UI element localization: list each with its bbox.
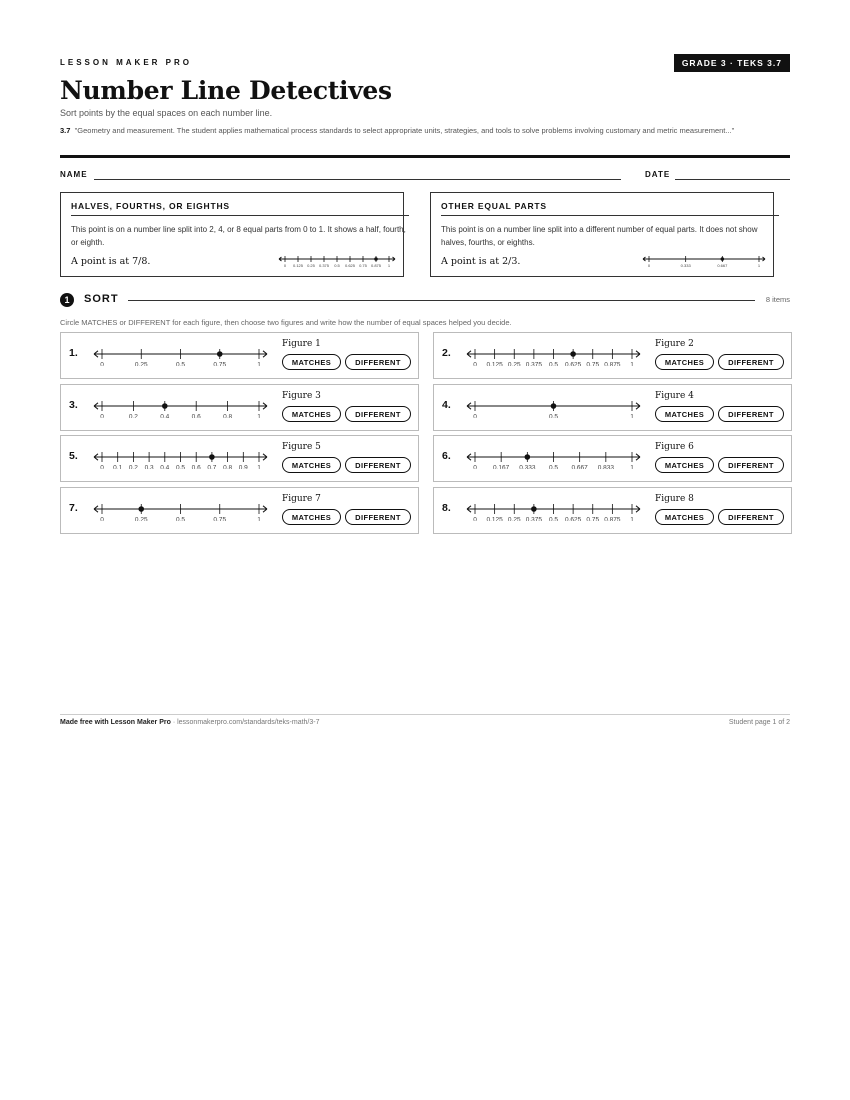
brand-label: LESSON MAKER PRO bbox=[60, 58, 193, 67]
matches-button[interactable]: MATCHES bbox=[655, 509, 714, 525]
different-button[interactable]: DIFFERENT bbox=[718, 457, 784, 473]
tick-label: 0.75 bbox=[586, 361, 600, 366]
plotted-point bbox=[209, 454, 215, 460]
plotted-point bbox=[162, 403, 168, 409]
footer-credit bbox=[60, 719, 320, 726]
tick-label: 0.5 bbox=[548, 464, 559, 469]
tick-label: 0.8 bbox=[223, 464, 233, 469]
tick-label: 0.3 bbox=[144, 464, 154, 469]
name-field[interactable] bbox=[94, 179, 621, 180]
tick-label: 0.5 bbox=[175, 516, 186, 521]
figure-label: Figure 4 bbox=[655, 391, 694, 401]
matches-button[interactable]: MATCHES bbox=[655, 457, 714, 473]
different-button[interactable]: DIFFERENT bbox=[718, 354, 784, 370]
tick-label: 0 bbox=[473, 361, 477, 366]
different-button[interactable]: DIFFERENT bbox=[345, 354, 411, 370]
tick-label: 0.625 bbox=[564, 361, 582, 366]
footer-divider bbox=[60, 714, 790, 715]
tick-label: 0.375 bbox=[525, 361, 543, 366]
tick-label: 0 bbox=[473, 464, 477, 469]
number-line bbox=[88, 344, 273, 366]
tick-label: 0.25 bbox=[307, 263, 315, 268]
tick-label: 0.625 bbox=[344, 263, 356, 268]
name-label: NAME bbox=[60, 170, 88, 179]
tick-label: 0.25 bbox=[134, 516, 148, 521]
tick-label: 1 bbox=[257, 516, 261, 521]
number-line bbox=[461, 499, 646, 521]
definition-box-halves bbox=[60, 192, 404, 277]
item-number: 3. bbox=[69, 399, 78, 411]
definition-example: A point is at 7/8. bbox=[71, 256, 151, 267]
definition-description: This point is on a number line split into a different number of equal parts. It does not show halves, fourths, or eighths. bbox=[441, 225, 758, 247]
plotted-point bbox=[217, 351, 223, 357]
footer-page-number: Student page 1 of 2 bbox=[728, 719, 790, 726]
section-title: SORT bbox=[84, 293, 119, 305]
tick-label: 0 bbox=[473, 413, 477, 418]
tick-label: 1 bbox=[257, 413, 261, 418]
figure-label: Figure 3 bbox=[282, 391, 321, 401]
tick-label: 1 bbox=[630, 516, 634, 521]
number-line bbox=[461, 396, 646, 418]
tick-label: 0.5 bbox=[175, 361, 186, 366]
tick-label: 0.167 bbox=[493, 464, 510, 469]
tick-label: 0.333 bbox=[519, 464, 536, 469]
example-number-line bbox=[641, 253, 767, 269]
tick-label: 0.1 bbox=[113, 464, 123, 469]
matches-button[interactable]: MATCHES bbox=[282, 406, 341, 422]
section-divider bbox=[128, 300, 755, 301]
tick-label: 0.6 bbox=[191, 413, 201, 418]
item-number: 4. bbox=[442, 399, 451, 411]
tick-label: 0 bbox=[647, 263, 651, 268]
matches-button[interactable]: MATCHES bbox=[655, 354, 714, 370]
tick-label: 0.5 bbox=[548, 413, 559, 418]
plotted-point bbox=[551, 403, 557, 409]
footer-url: · lessonmakerpro.com/standards/teks-math/3-7 bbox=[170, 719, 320, 726]
tick-label: 0.375 bbox=[318, 263, 330, 268]
tick-label: 0.375 bbox=[525, 516, 543, 521]
tick-label: 0.4 bbox=[160, 413, 170, 418]
tick-label: 0.125 bbox=[292, 263, 304, 268]
matches-button[interactable]: MATCHES bbox=[282, 457, 341, 473]
tick-label: 0.667 bbox=[717, 263, 728, 268]
definition-heading: OTHER EQUAL PARTS bbox=[441, 201, 779, 216]
page-title: Number Line Detectives bbox=[60, 76, 392, 105]
sort-item-3 bbox=[60, 384, 419, 431]
figure-label: Figure 8 bbox=[655, 494, 694, 504]
number-line bbox=[461, 447, 646, 469]
different-button[interactable]: DIFFERENT bbox=[345, 509, 411, 525]
matches-button[interactable]: MATCHES bbox=[282, 354, 341, 370]
item-count: 8 items bbox=[765, 295, 790, 304]
tick-label: 0 bbox=[283, 263, 287, 268]
tick-label: 0.875 bbox=[604, 361, 621, 366]
tick-label: 0 bbox=[473, 516, 477, 521]
tick-label: 0.25 bbox=[507, 361, 521, 366]
matches-button[interactable]: MATCHES bbox=[655, 406, 714, 422]
tick-label: 0.5 bbox=[175, 464, 186, 469]
number-line bbox=[88, 447, 273, 469]
standard-text bbox=[60, 125, 780, 137]
different-button[interactable]: DIFFERENT bbox=[718, 406, 784, 422]
tick-label: 0.75 bbox=[586, 516, 600, 521]
tick-label: 0.125 bbox=[486, 361, 503, 366]
sort-item-5 bbox=[60, 435, 419, 482]
tick-label: 0.125 bbox=[486, 516, 503, 521]
tick-label: 1 bbox=[257, 361, 261, 366]
sort-item-6 bbox=[433, 435, 792, 482]
figure-label: Figure 2 bbox=[655, 339, 694, 349]
tick-label: 1 bbox=[630, 413, 634, 418]
item-number: 6. bbox=[442, 450, 451, 462]
definition-example: A point is at 2/3. bbox=[441, 256, 521, 267]
sort-item-7 bbox=[60, 487, 419, 534]
tick-label: 1 bbox=[630, 464, 634, 469]
tick-label: 0.25 bbox=[507, 516, 521, 521]
example-number-line bbox=[277, 253, 397, 269]
tick-label: 0.667 bbox=[571, 464, 588, 469]
definition-heading: HALVES, FOURTHS, OR EIGHTHS bbox=[71, 201, 409, 216]
tick-label: 0.75 bbox=[213, 516, 227, 521]
plotted-point bbox=[374, 257, 378, 261]
plotted-point bbox=[138, 506, 144, 512]
tick-label: 0.6 bbox=[191, 464, 201, 469]
tick-label: 0.5 bbox=[548, 361, 559, 366]
tick-label: 1 bbox=[757, 263, 761, 268]
tick-label: 0.25 bbox=[134, 361, 148, 366]
plotted-point bbox=[721, 257, 725, 261]
tick-label: 0.875 bbox=[370, 263, 382, 268]
plotted-point bbox=[525, 454, 531, 460]
definition-box-other bbox=[430, 192, 774, 277]
grade-badge: GRADE 3 · TEKS 3.7 bbox=[674, 54, 790, 72]
tick-label: 0 bbox=[100, 464, 104, 469]
page-subtitle: Sort points by the equal spaces on each number line. bbox=[60, 108, 273, 118]
item-number: 2. bbox=[442, 347, 451, 359]
different-button[interactable]: DIFFERENT bbox=[345, 457, 411, 473]
tick-label: 0.2 bbox=[128, 464, 138, 469]
section-header bbox=[60, 292, 790, 308]
date-label: DATE bbox=[645, 170, 671, 179]
figure-label: Figure 6 bbox=[655, 442, 694, 452]
figure-label: Figure 5 bbox=[282, 442, 321, 452]
different-button[interactable]: DIFFERENT bbox=[718, 509, 784, 525]
tick-label: 0 bbox=[100, 413, 104, 418]
tick-label: 0.75 bbox=[359, 263, 367, 268]
number-line bbox=[461, 344, 646, 366]
tick-label: 0.875 bbox=[604, 516, 621, 521]
number-line bbox=[88, 499, 273, 521]
tick-label: 1 bbox=[387, 263, 391, 268]
tick-label: 0.9 bbox=[238, 464, 248, 469]
tick-label: 0.5 bbox=[334, 263, 340, 268]
sort-item-4 bbox=[433, 384, 792, 431]
figure-label: Figure 1 bbox=[282, 339, 321, 349]
instructions: Circle MATCHES or DIFFERENT for each figure, then choose two figures and write how the number of equal spaces helped you decide. bbox=[60, 318, 512, 327]
item-number: 7. bbox=[69, 502, 78, 514]
tick-label: 0 bbox=[100, 516, 104, 521]
definition-description: This point is on a number line split into 2, 4, or 8 equal parts from 0 to 1. It shows a half, fourth, or eighth. bbox=[71, 225, 406, 247]
item-number: 8. bbox=[442, 502, 451, 514]
tick-label: 0.8 bbox=[223, 413, 233, 418]
standard-code: 3.7 bbox=[60, 126, 71, 135]
item-number: 5. bbox=[69, 450, 78, 462]
tick-label: 0.5 bbox=[548, 516, 559, 521]
footer-made-with: Made free with Lesson Maker Pro bbox=[60, 719, 171, 726]
figure-label: Figure 7 bbox=[282, 494, 321, 504]
section-number-badge: 1 bbox=[60, 293, 74, 307]
tick-label: 0.7 bbox=[207, 464, 217, 469]
standard-description: "Geometry and measurement. The student applies mathematical process standards to select appropriate units, strategies, and tools to solve problems involving customary and metric measurement..." bbox=[74, 126, 735, 135]
tick-label: 0.75 bbox=[213, 361, 227, 366]
tick-label: 0.4 bbox=[160, 464, 170, 469]
different-button[interactable]: DIFFERENT bbox=[345, 406, 411, 422]
date-field[interactable] bbox=[675, 179, 790, 180]
tick-label: 0.2 bbox=[128, 413, 138, 418]
tick-label: 1 bbox=[630, 361, 634, 366]
matches-button[interactable]: MATCHES bbox=[282, 509, 341, 525]
tick-label: 0.833 bbox=[597, 464, 614, 469]
plotted-point bbox=[531, 506, 537, 512]
header-divider bbox=[60, 155, 790, 158]
tick-label: 0.333 bbox=[680, 263, 691, 268]
number-line bbox=[88, 396, 273, 418]
tick-label: 1 bbox=[257, 464, 261, 469]
sort-item-1 bbox=[60, 332, 419, 379]
sort-item-2 bbox=[433, 332, 792, 379]
item-number: 1. bbox=[69, 347, 78, 359]
plotted-point bbox=[570, 351, 576, 357]
tick-label: 0.625 bbox=[564, 516, 582, 521]
tick-label: 0 bbox=[100, 361, 104, 366]
sort-item-8 bbox=[433, 487, 792, 534]
